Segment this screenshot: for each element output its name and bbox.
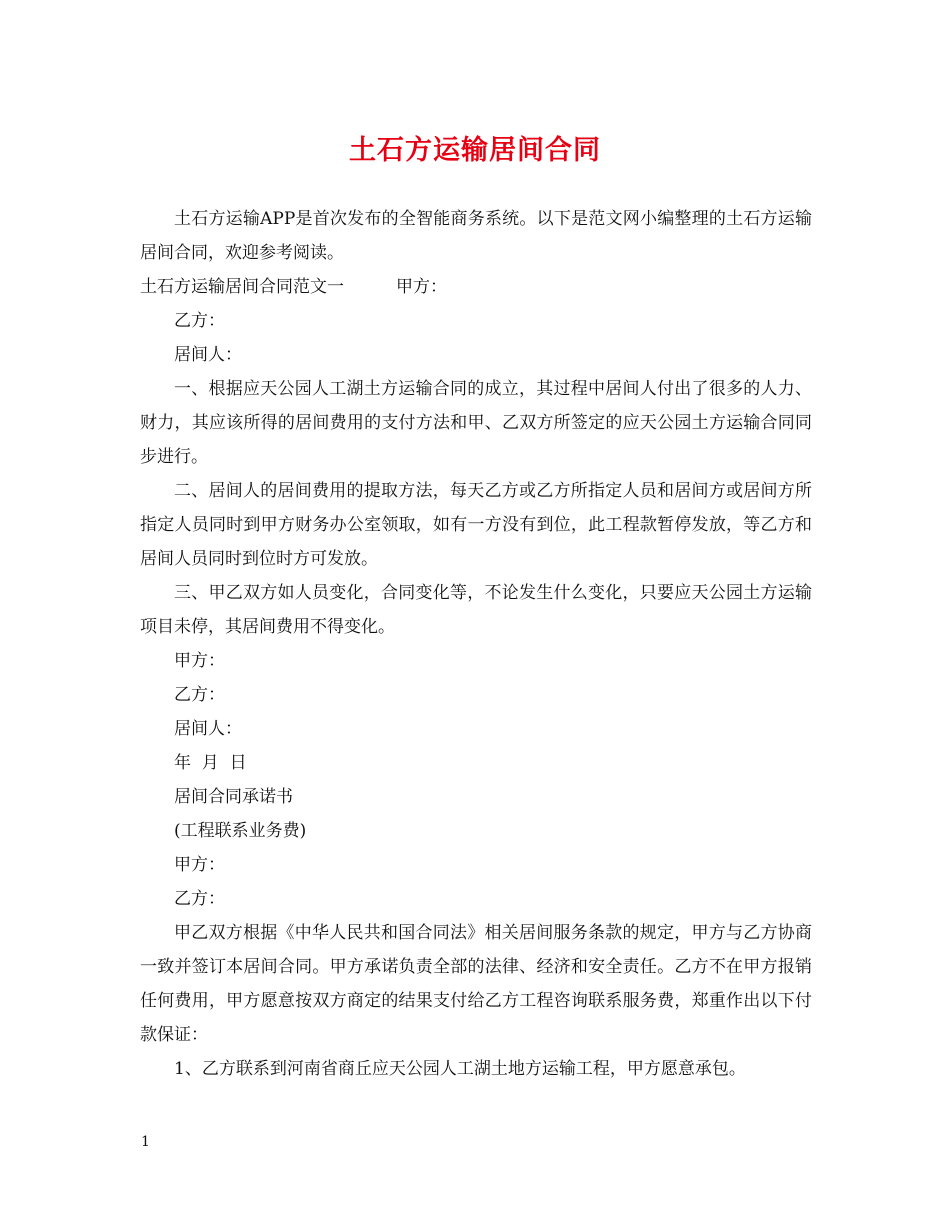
signature-intermediary: 居间人： (174, 719, 242, 739)
signature-party-b: 乙方： (174, 685, 225, 705)
sample-heading: 土石方运输居间合同范文一 (140, 277, 344, 297)
sample-heading-line (140, 270, 812, 304)
party-b-label: 乙方： (174, 311, 225, 331)
clause-3: 三、甲乙双方如人员变化，合同变化等，不论发生什么变化，只要应天公园土方运输项目未停，其居间费用不得变化。 (140, 583, 812, 637)
date-line: 年 月 日 (174, 753, 247, 773)
commitment-item-1: 1、乙方联系到河南省商丘应天公园人工湖土地方运输工程，甲方愿意承包。 (174, 1059, 746, 1079)
document-body (140, 202, 812, 1086)
page-number: 1 (141, 1134, 150, 1150)
clause-1: 一、根据应天公园人工湖土方运输合同的成立，其过程中居间人付出了很多的人力、财力，其应该所得的居间费用的支付方法和甲、乙双方所签定的应天公园土方运输合同同步进行。 (140, 379, 812, 467)
commitment-party-b: 乙方： (174, 889, 225, 909)
commitment-title: 居间合同承诺书 (174, 787, 293, 807)
party-a-label-inline: 甲方： (396, 277, 447, 297)
intermediary-label: 居间人： (174, 345, 242, 365)
document-title: 土石方运输居间合同 (349, 135, 601, 166)
commitment-subtitle: (工程联系业务费) (174, 821, 307, 841)
commitment-body: 甲乙双方根据《中华人民共和国合同法》相关居间服务条款的规定，甲方与乙方协商一致并签订本居间合同。甲方承诺负责全部的法律、经济和安全责任。乙方不在甲方报销任何费用，甲方愿意按双方商定的结果支付给乙方工程咨询联系服务费，郑重作出以下付款保证： (140, 923, 812, 1045)
intro-paragraph: 土石方运输APP是首次发布的全智能商务系统。以下是范文网小编整理的土石方运输居间合同，欢迎参考阅读。 (140, 209, 812, 263)
commitment-party-a: 甲方： (174, 855, 225, 875)
signature-party-a: 甲方： (174, 651, 225, 671)
clause-2: 二、居间人的居间费用的提取方法，每天乙方或乙方所指定人员和居间方或居间方所指定人员同时到甲方财务办公室领取，如有一方没有到位，此工程款暂停发放，等乙方和居间人员同时到位时方可发放。 (140, 481, 812, 569)
